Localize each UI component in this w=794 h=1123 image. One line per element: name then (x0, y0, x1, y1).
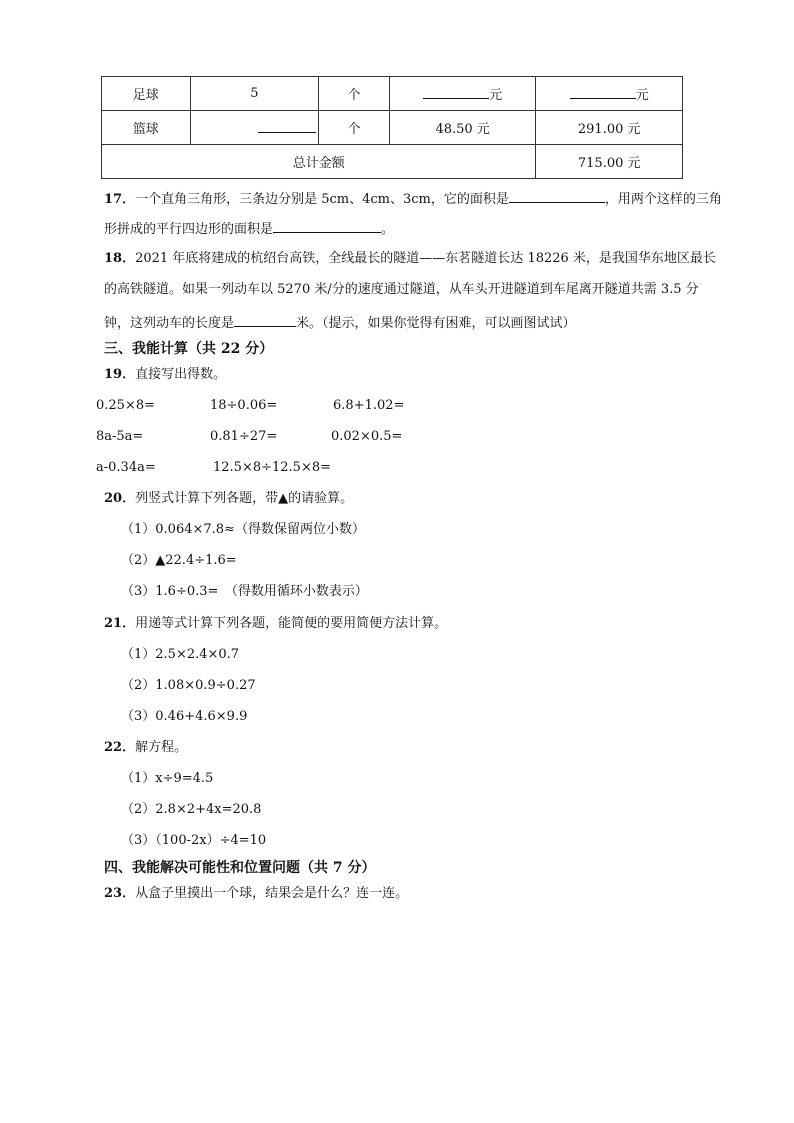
calc-item: 0.81÷27= (210, 429, 278, 444)
question-17-line2: 形拼成的平行四边形的面积是 。 (104, 218, 394, 239)
answer-blank[interactable] (423, 84, 489, 99)
calc-item: 6.8+1.02= (333, 398, 405, 413)
question-23-title: 23．从盒子里摸出一个球，结果会是什么？连一连。 (104, 886, 409, 901)
price-cell: 48.50 元 (389, 111, 536, 145)
unit-cell: 个 (319, 77, 390, 111)
answer-blank[interactable] (273, 218, 381, 233)
unit-cell: 个 (319, 111, 390, 145)
sub-item: （1）2.5×2.4×0.7 (121, 647, 240, 662)
sub-item: （2）1.08×0.9÷0.27 (121, 678, 256, 693)
question-22-title: 22．解方程。 (104, 740, 188, 755)
section-3-heading: 三、我能计算（共 22 分） (104, 341, 274, 357)
answer-blank[interactable] (234, 312, 296, 327)
section-4-heading: 四、我能解决可能性和位置问题（共 7 分） (104, 860, 376, 876)
sub-item: （3）0.46+4.6×9.9 (121, 709, 248, 724)
qty-cell: 5 (190, 77, 319, 111)
total-cell: 元 (536, 77, 683, 111)
sub-item: （2）▲22.4÷1.6= (121, 553, 237, 568)
sub-item: （3）（100-2x）÷4=10 (121, 833, 267, 848)
question-18-line3: 钟，这列动车的长度是 米。（提示，如果你觉得有困难，可以画图试试） (104, 312, 576, 333)
answer-blank[interactable] (570, 84, 636, 99)
sub-item: （2）2.8×2+4x=20.8 (121, 802, 262, 817)
table-row (102, 145, 683, 179)
question-20-title: 20．列竖式计算下列各题，带▲的请验算。 (104, 491, 354, 506)
sum-value-cell: 715.00 元 (536, 145, 683, 179)
question-18-line2: 的高铁隧道。如果一列动车以 5270 米/分的速度通过隧道，从车头开进隧道到车尾离开隧道共需 3.5 分 (104, 282, 699, 297)
price-cell: 元 (389, 77, 536, 111)
sub-item: （3）1.6÷0.3= （得数用循环小数表示） (121, 584, 368, 599)
qty-cell (190, 111, 319, 145)
calc-item: 0.25×8= (96, 398, 156, 413)
question-18-line1: 18．2021 年底将建成的杭绍台高铁，全线最长的隧道——东茗隧道长达 18226 米，是我国华东地区最长 (104, 251, 716, 266)
answer-blank[interactable] (509, 188, 605, 203)
calc-item: 8a-5a= (96, 429, 144, 444)
item-cell: 足球 (102, 77, 191, 111)
price-table (101, 76, 683, 179)
table-row (102, 111, 683, 145)
sub-item: （1）x÷9=4.5 (121, 771, 214, 786)
table-row (102, 77, 683, 111)
question-21-title: 21．用递等式计算下列各题，能简便的要用简便方法计算。 (104, 616, 448, 631)
item-cell: 篮球 (102, 111, 191, 145)
calc-item: a-0.34a= (96, 460, 156, 475)
calc-item: 0.02×0.5= (331, 429, 403, 444)
question-19-title: 19．直接写出得数。 (104, 367, 227, 382)
calc-item: 18÷0.06= (210, 398, 278, 413)
calc-item: 12.5×8÷12.5×8= (213, 460, 332, 475)
total-cell: 291.00 元 (536, 111, 683, 145)
question-17-line1: 17．一个直角三角形，三条边分别是 5cm、4cm、3cm，它的面积是 ，用两个这样的三角 (104, 188, 722, 209)
sub-item: （1）0.064×7.8≈（得数保留两位小数） (121, 522, 365, 537)
answer-blank[interactable] (258, 118, 316, 133)
sum-label-cell: 总计金额 (102, 145, 536, 179)
